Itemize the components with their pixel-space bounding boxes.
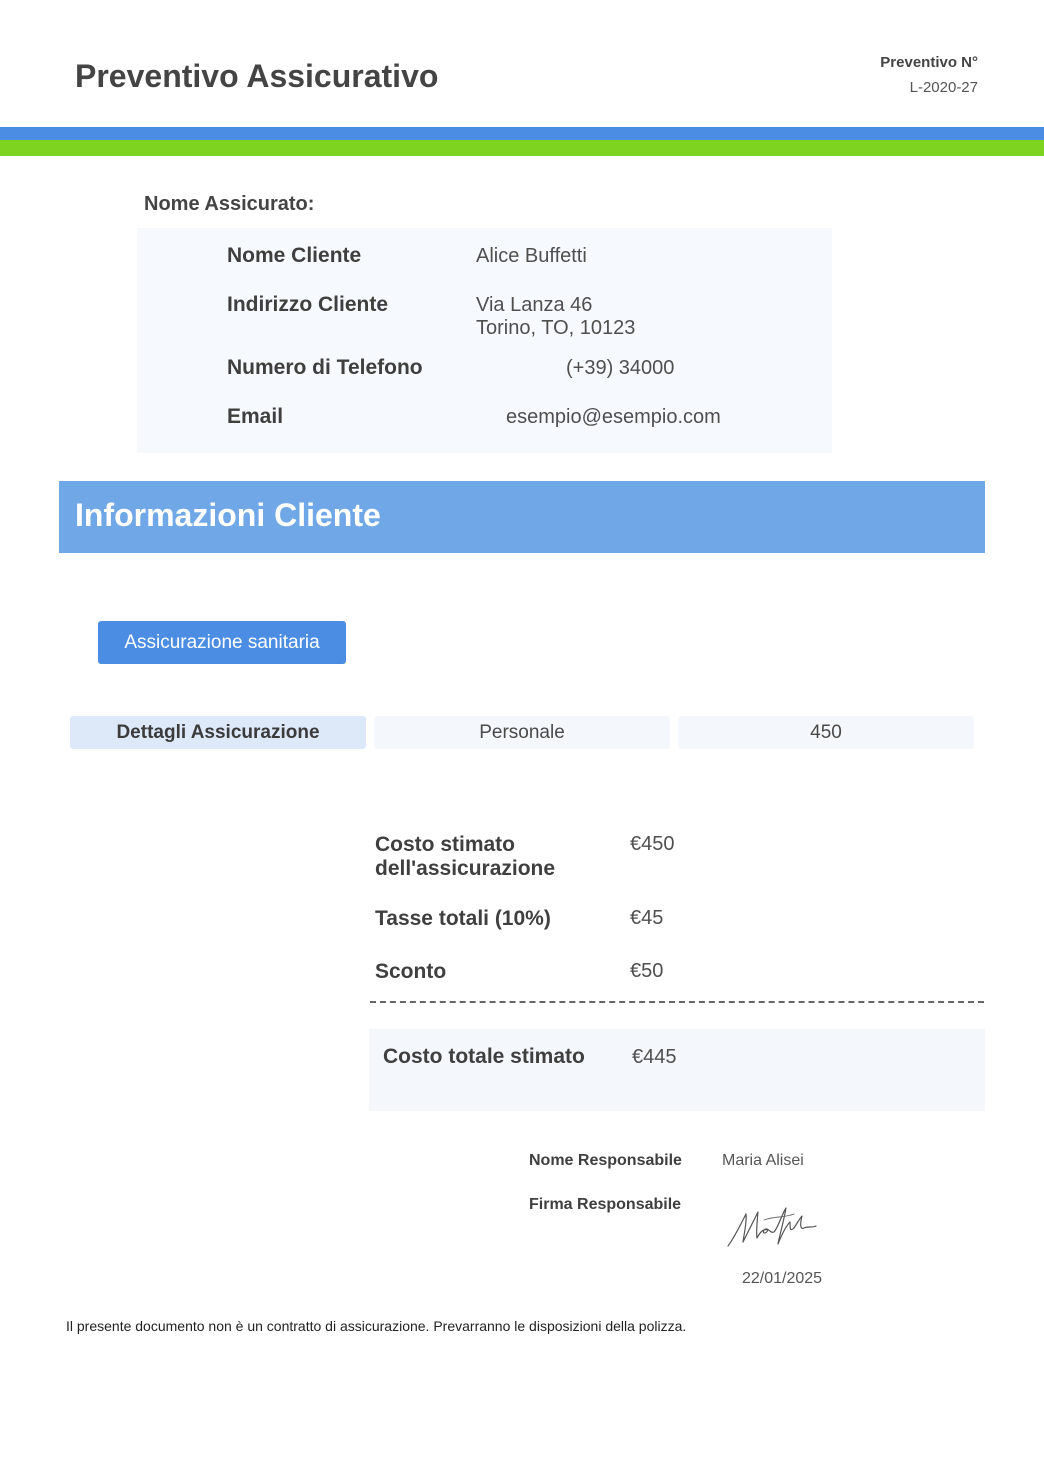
discount-label: Sconto [375, 960, 447, 983]
document-title: Preventivo Assicurativo [75, 58, 439, 94]
manager-name-value: Maria Alisei [722, 1152, 804, 1169]
manager-signature-label: Firma Responsabile [529, 1196, 682, 1213]
cost-divider [370, 1001, 984, 1003]
client-email-value: esempio@esempio.com [506, 406, 721, 428]
section-banner [59, 481, 985, 553]
taxes-value: €45 [630, 907, 664, 929]
header-stripe-green [0, 140, 1044, 156]
insurance-type-button[interactable]: Assicurazione sanitaria [98, 621, 346, 664]
client-name-value: Alice Buffetti [476, 245, 587, 267]
client-phone-value: (+39) 34000 [566, 357, 675, 379]
handwritten-signature [724, 1200, 824, 1252]
client-phone-label: Numero di Telefono [227, 356, 423, 379]
insured-heading: Nome Assicurato: [144, 193, 315, 215]
insurance-details-amount: 450 [678, 716, 974, 749]
estimated-cost-value: €450 [630, 833, 675, 855]
taxes-label: Tasse totali (10%) [375, 907, 551, 930]
header-stripe-blue [0, 127, 1044, 140]
discount-value: €50 [630, 960, 664, 982]
client-email-label: Email [227, 405, 284, 428]
manager-name-label: Nome Responsabile [529, 1152, 682, 1169]
quote-number: L-2020-27 [909, 79, 978, 96]
total-cost-label: Costo totale stimato [383, 1045, 585, 1068]
signature-date: 22/01/2025 [742, 1270, 823, 1287]
total-cost-value: €445 [632, 1046, 677, 1068]
disclaimer-text: Il presente documento non è un contratto di assicurazione. Prevarranno le disposizioni della polizza. [66, 1318, 687, 1334]
client-address-line2: Torino, TO, 10123 [476, 317, 636, 339]
client-address-line1: Via Lanza 46 [476, 294, 593, 316]
client-name-label: Nome Cliente [227, 244, 362, 267]
client-address-label: Indirizzo Cliente [227, 293, 389, 316]
insurance-details-type: Personale [374, 716, 670, 749]
section-title: Informazioni Cliente [75, 497, 381, 533]
total-cost-panel [369, 1029, 985, 1111]
quote-number-label: Preventivo N° [880, 54, 978, 71]
estimated-cost-label: Costo stimato dell'assicurazione [375, 833, 556, 880]
insurance-details-header: Dettagli Assicurazione [70, 716, 366, 749]
